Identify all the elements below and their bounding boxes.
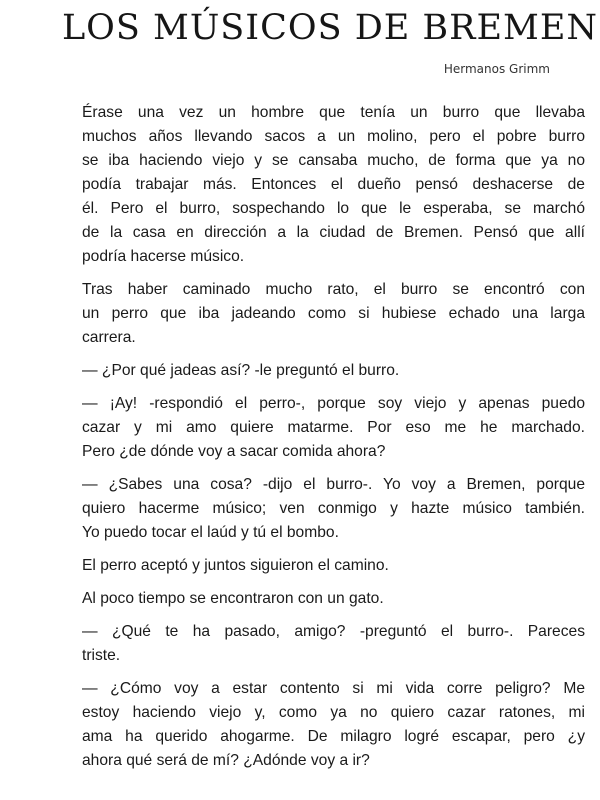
story-body [82, 101, 585, 782]
text-line: Érase una vez un hombre que tenía un burro que llevaba [82, 104, 585, 121]
paragraph [82, 620, 585, 668]
text-line: — ¿Sabes una cosa? -dijo el burro-. Yo voy a Bremen, porque [82, 476, 585, 493]
text-line: El perro aceptó y juntos siguieron el camino. [82, 557, 389, 574]
story-title: LOS MÚSICOS DE BREMEN [61, 8, 599, 48]
text-line: ahora qué será de mí? ¿Adónde voy a ir? [82, 752, 370, 769]
text-line: ama ha querido ahogarme. De milagro logré escapar, pero ¿y [82, 728, 585, 745]
text-line: un perro que iba jadeando como si hubiese echado una larga [82, 305, 585, 322]
text-line: Tras haber caminado mucho rato, el burro se encontró con [82, 281, 585, 298]
text-line: él. Pero el burro, sospechando lo que le esperaba, se marchó [82, 200, 585, 217]
story-author: Hermanos Grimm [443, 62, 550, 76]
text-line: quiero hacerme músico; ven conmigo y hazte músico también. [82, 500, 585, 517]
text-line: — ¡Ay! -respondió el perro-, porque soy viejo y apenas puedo [82, 395, 585, 412]
text-line: Yo puedo tocar el laúd y tú el bombo. [82, 524, 339, 541]
text-line: Pero ¿de dónde voy a sacar comida ahora? [82, 443, 386, 460]
paragraph [82, 278, 585, 350]
text-line: — ¿Por qué jadeas así? -le preguntó el burro. [82, 362, 400, 379]
paragraph [82, 359, 585, 383]
text-line: carrera. [82, 329, 136, 346]
text-line: cazar y mi amo quiere matarme. Por eso me he marchado. [82, 419, 585, 436]
text-line: triste. [82, 647, 121, 664]
text-line: se iba haciendo viejo y se cansaba mucho, de forma que ya no [82, 152, 585, 169]
paragraph [82, 554, 585, 578]
text-line: muchos años llevando sacos a un molino, pero el pobre burro [82, 128, 585, 145]
paragraph [82, 101, 585, 269]
paragraph [82, 677, 585, 773]
text-line: estoy haciendo viejo y, como ya no quiero cazar ratones, mi [82, 704, 585, 721]
text-line: — ¿Qué te ha pasado, amigo? -preguntó el burro-. Pareces [82, 623, 585, 640]
text-line: — ¿Cómo voy a estar contento si mi vida corre peligro? Me [82, 680, 585, 697]
text-line: podría hacerse músico. [82, 248, 245, 265]
paragraph [82, 473, 585, 545]
paragraph [82, 392, 585, 464]
text-line: Al poco tiempo se encontraron con un gato. [82, 590, 384, 607]
paragraph [82, 587, 585, 611]
text-line: podía trabajar más. Entonces el dueño pensó deshacerse de [82, 176, 585, 193]
text-line: de la casa en dirección a la ciudad de Bremen. Pensó que allí [82, 224, 585, 241]
